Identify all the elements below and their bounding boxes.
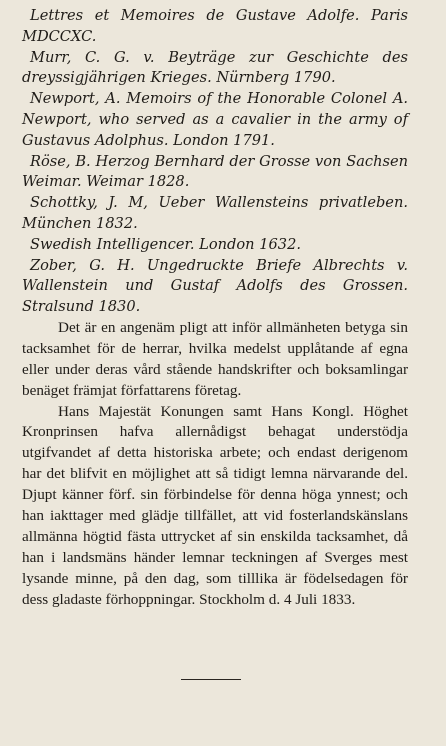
closing-rule [181, 679, 241, 680]
bibliography-entry: Röse, B. Herzog Bernhard der Grosse von Sachsen Weimar. Weimar 1828. [22, 152, 408, 191]
bibliography-list [22, 6, 408, 318]
bibliography-entry: Schottky, J. M, Ueber Wallensteins privatleben. München 1832. [22, 194, 408, 232]
paragraph: Det är en angenäm pligt att inför allmänheten betyga sin tacksamhet för de herrar, hvilka medelst upplåtande af egna eller under deras vård stående handskrifter och boksamlingar benäget främjat författarens företag. [22, 318, 408, 399]
bibliography-entry: Murr, C. G. v. Beyträge zur Geschichte des dreyssigjährigen Krieges. Nürnberg 1790. [22, 48, 408, 87]
paragraph: Hans Majestät Konungen samt Hans Kongl. Höghet Kronprinsen hafva allernådigst behagat understödja utgifvandet af detta historiska arbete; och endast derigenom har det blifvit en möjlighet att så tidigt lemna närvarande del. Djupt känner förf. sin förbindelse för denna höga ynnest; och han iakttager med glädje tillfället, att vid fosterlandskänslans allmänna högtid fästa uttrycket af sin enskilda tacksamhet, då han i landsmäns händer lemnar teckningen af Sverges mest lysande minne, på den dag, som tilllika är födelsedagen för dess gladaste förhoppningar. Stockholm d. 4 Juli 1833. [22, 402, 408, 608]
acknowledgement-text [22, 318, 408, 611]
bibliography-entry: Lettres et Memoires de Gustave Adolfe. Paris MDCCXC. [22, 7, 408, 45]
bibliography-entry: Swedish Intelligencer. London 1632. [30, 235, 301, 253]
bibliography-entry: Zober, G. H. Ungedruckte Briefe Albrechts v. Wallenstein und Gustaf Adolfs des Grossen. Stralsund 1830. [22, 256, 408, 316]
bibliography-entry: Newport, A. Memoirs of the Honorable Colonel A. Newport, who served as a cavalier in the army of Gustavus Adolphus. London 1791. [22, 90, 408, 149]
